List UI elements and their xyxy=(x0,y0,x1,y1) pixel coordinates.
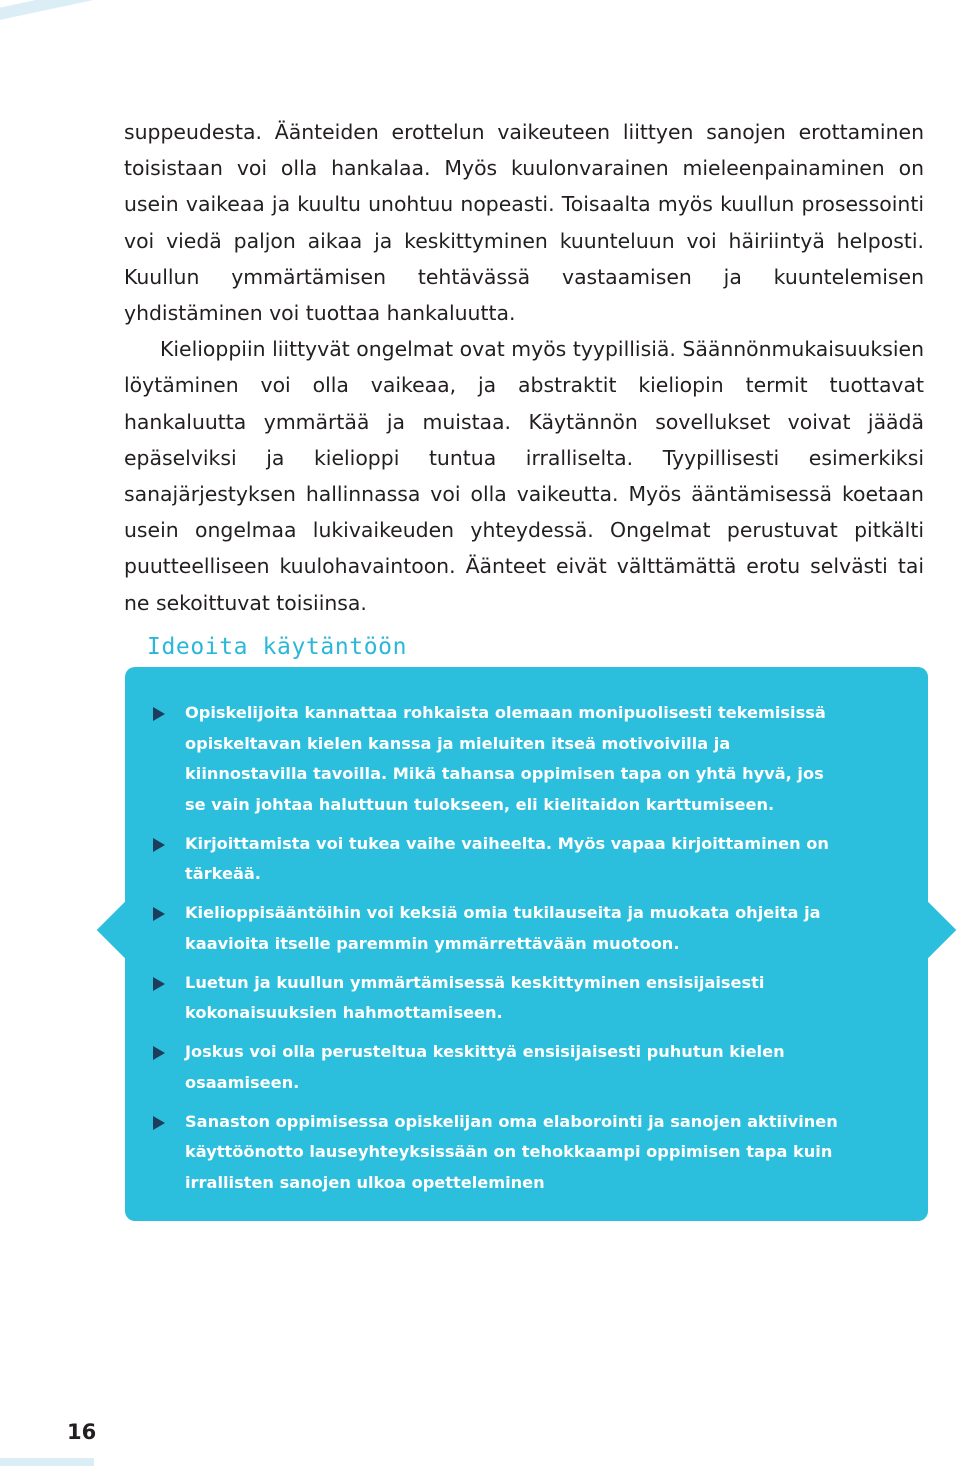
list-item xyxy=(153,829,845,890)
ideas-box xyxy=(125,667,928,1221)
box-notch-left xyxy=(97,902,154,959)
ideas-list xyxy=(153,698,845,1207)
list-item xyxy=(153,968,845,1029)
box-notch-right xyxy=(900,902,957,959)
corner-decoration xyxy=(0,0,108,24)
triangle-bullet-icon xyxy=(153,838,165,852)
triangle-bullet-icon xyxy=(153,977,165,991)
list-item-text: Joskus voi olla perusteltua keskittyä ensisijaisesti puhutun kielen osaamiseen. xyxy=(185,1042,785,1092)
triangle-bullet-icon xyxy=(153,707,165,721)
list-item-text: Sanaston oppimisessa opiskelijan oma elaborointi ja sanojen aktiivinen käyttöönotto lauseyhteyksissään on tehokkaampi oppimisen tapa kuin irrallisten sanojen ulkoa opetteleminen xyxy=(185,1111,838,1192)
list-item-text: Kielioppisääntöihin voi keksiä omia tukilauseita ja muokata ohjeita ja kaavioita itselle paremmin ymmärrettävään muotoon. xyxy=(185,903,821,953)
triangle-bullet-icon xyxy=(153,1116,165,1130)
paragraph-listening: suppeudesta. Äänteiden erottelun vaikeuteen liittyen sanojen erottaminen toisistaan voi olla hankalaa. Myös kuulonvarainen mieleenpainaminen on usein vaikeaa ja kuultu unohtuu nopeasti. Toisaalta myös kuullun prosessointi voi viedä paljon aikaa ja keskittyminen kuunteluun voi häiriintyä helposti. Kuullun ymmärtämisen tehtävässä vastaamisen ja kuuntelemisen yhdistäminen voi tuottaa hankaluutta. xyxy=(124,120,924,326)
page-number: 16 xyxy=(67,1420,97,1444)
paragraph-grammar: Kielioppiin liittyvät ongelmat ovat myös tyypillisiä. Säännönmukaisuuksien löytäminen voi olla vaikeaa, ja abstraktit kieliopin termit tuottavat hankaluutta ymmärtää ja muistaa. Käytännön sovellukset voivat jäädä epäselviksi ja kielioppi tuntua irralliselta. Tyypillisesti esimerkiksi sanajärjestyksen hallinnassa voi olla vaikeutta. Myös ääntämisessä koetaan usein ongelmaa lukivaikeuden yhteydessä. Ongelmat perustuvat pitkälti puutteelliseen kuulohavaintoon. Äänteet eivät välttämättä erotu selvästi tai ne sekoittuvat toisiinsa. xyxy=(124,337,924,615)
body-text xyxy=(124,114,924,621)
section-heading-ideas: Ideoita käytäntöön xyxy=(147,634,408,660)
list-item-text: Kirjoittamista voi tukea vaihe vaiheelta. Myös vapaa kirjoittaminen on tärkeää. xyxy=(185,833,829,883)
list-item-text: Luetun ja kuullun ymmärtämisessä keskittyminen ensisijaisesti kokonaisuuksien hahmottamiseen. xyxy=(185,972,765,1022)
list-item xyxy=(153,898,845,959)
list-item xyxy=(153,698,845,820)
triangle-bullet-icon xyxy=(153,907,165,921)
list-item xyxy=(153,1107,845,1199)
triangle-bullet-icon xyxy=(153,1046,165,1060)
list-item xyxy=(153,1037,845,1098)
footer-decoration xyxy=(0,1458,94,1466)
list-item-text: Opiskelijoita kannattaa rohkaista olemaan monipuolisesti tekemisissä opiskeltavan kielen kanssa ja mieluiten itseä motivoivilla ja kiinnostavilla tavoilla. Mikä tahansa oppimisen tapa on yhtä hyvä, jos se vain johtaa haluttuun tulokseen, eli kielitaidon karttumiseen. xyxy=(185,703,826,814)
